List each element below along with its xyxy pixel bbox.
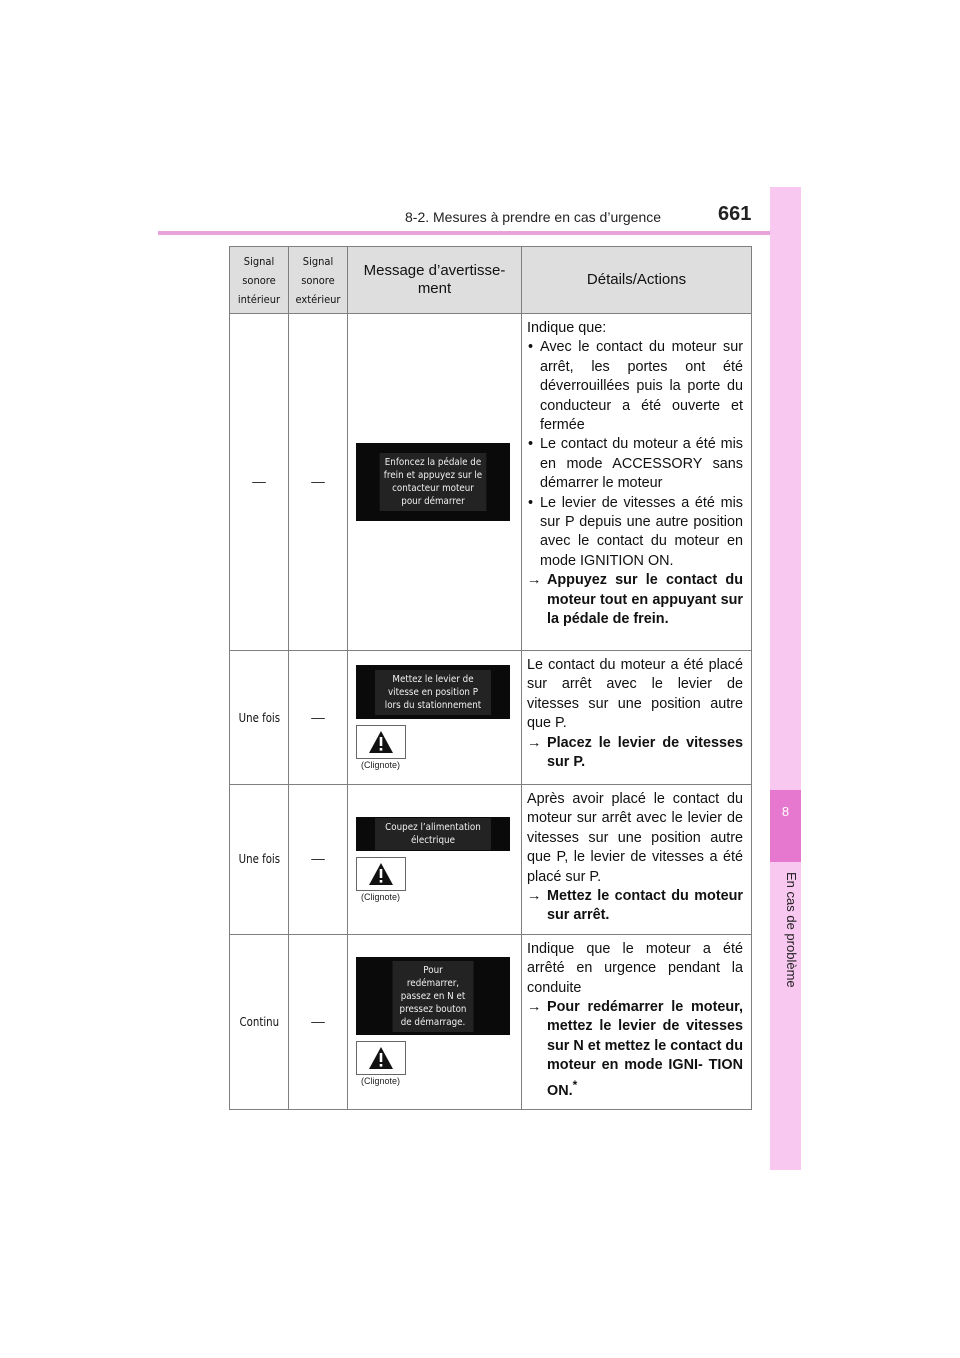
details-intro: Le contact du moteur a été placé sur arrêt avec le levier de vitesses sur une position autre que P.: [527, 657, 743, 732]
display-message: Enfoncez la pédale de frein et appuyez sur le contacteur moteur pour démarrer: [380, 453, 487, 511]
list-item: • Le contact du moteur a été mis en mode ACCESSORY sans démarrer le moteur: [527, 435, 743, 493]
display-screen: [356, 665, 510, 719]
footnote-mark: *: [572, 1077, 578, 1092]
display-screen: [356, 957, 510, 1035]
message-cell: [348, 934, 522, 1109]
exterior-signal-cell: [289, 934, 348, 1109]
action-instruction: → Mettez le contact du moteur sur arrêt.: [527, 888, 743, 924]
interior-signal-cell: Une fois: [230, 651, 289, 785]
arrow-icon: →: [527, 999, 542, 1016]
exterior-signal-cell: [289, 314, 348, 651]
display-message: Pour redémarrer, passez en N et pressez bouton de démarrage.: [393, 961, 474, 1032]
col-interior-signal: Signal sonore intérieur: [230, 247, 289, 314]
blink-caption: (Clignote): [361, 760, 401, 770]
col-details-actions: Détails/Actions: [522, 247, 752, 314]
action-instruction: → Pour redémarrer le moteur, mettez le levier de vitesses sur N et mettez le contact du moteur en mode IGNI- TION ON.*: [527, 999, 743, 1099]
interior-signal-cell: Une fois: [230, 785, 289, 935]
details-cell: [522, 651, 752, 785]
arrow-icon: →: [527, 888, 542, 905]
exterior-signal-cell: [289, 785, 348, 935]
dash-mark: [311, 482, 325, 483]
dash-mark: [252, 482, 266, 483]
section-title: 8-2. Mesures à prendre en cas d’urgence: [405, 209, 662, 225]
action-instruction: → Placez le levier de vitesses sur P.: [527, 734, 743, 771]
details-intro: Après avoir placé le contact du moteur sur arrêt avec le levier de vitesses sur une position autre que P, le levier de vitesses a été placé sur P.: [527, 791, 743, 885]
details-cell: [522, 785, 752, 935]
warning-table: [229, 246, 752, 1110]
message-cell: [348, 314, 522, 651]
table-row: [230, 934, 752, 1109]
blink-caption: (Clignote): [361, 891, 401, 902]
display-screen: [356, 443, 510, 521]
details-intro: Indique que:: [527, 320, 607, 336]
warning-triangle-icon: [356, 725, 406, 759]
exterior-signal-cell: [289, 651, 348, 785]
arrow-icon: →: [527, 734, 542, 751]
details-cell: [522, 314, 752, 651]
blink-caption: (Clignote): [361, 1076, 401, 1087]
arrow-icon: →: [527, 572, 542, 589]
header-rule: [158, 231, 800, 235]
details-cell: [522, 934, 752, 1109]
warning-triangle-icon: [356, 1041, 406, 1075]
dash-mark: [311, 718, 325, 719]
interior-signal-cell: Continu: [230, 934, 289, 1109]
table-row: [230, 651, 752, 785]
display-screen: [356, 817, 510, 851]
table-row: [230, 785, 752, 935]
col-exterior-signal: Signal sonore extérieur: [289, 247, 348, 314]
dash-mark: [311, 1022, 325, 1023]
warning-triangle-icon: [356, 857, 406, 891]
chapter-side-tab: [770, 187, 801, 1170]
details-intro: Indique que le moteur a été arrêté en urgence pendant la conduite: [527, 940, 743, 996]
col-warning-message: Message d’avertisse- ment: [348, 247, 522, 314]
page-number: 661: [718, 203, 752, 225]
chapter-label: En cas de problème: [784, 872, 799, 988]
chapter-number: 8: [770, 790, 801, 862]
list-item: • Avec le contact du moteur sur arrêt, les portes ont été déverrouillées puis la porte du conducteur a été ouverte et fermée: [527, 338, 743, 435]
message-cell: [348, 651, 522, 785]
dash-mark: [311, 859, 325, 860]
details-list: [527, 338, 743, 571]
action-instruction: → Appuyez sur le contact du moteur tout en appuyant sur la pédale de frein.: [527, 572, 743, 628]
table-row: [230, 314, 752, 651]
display-message: Mettez le levier de vitesse en position P lors du stationnement: [375, 670, 491, 715]
list-item: • Le levier de vitesses a été mis sur P depuis une autre position avec le contact du moteur en mode IGNITION ON.: [527, 494, 743, 572]
interior-signal-cell: [230, 314, 289, 651]
message-cell: [348, 785, 522, 935]
display-message: Coupez l’alimentation électrique: [375, 818, 491, 850]
table-header-row: [230, 247, 752, 314]
